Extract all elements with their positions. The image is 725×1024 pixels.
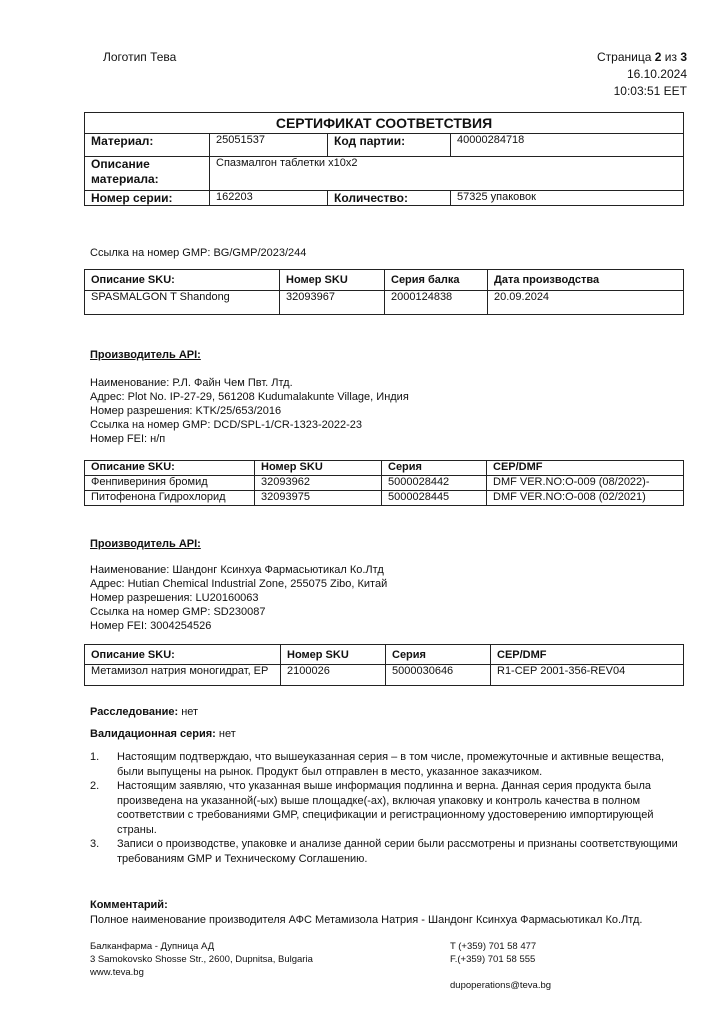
api2-line: Ссылка на номер GMP: SD230087	[90, 606, 266, 618]
table-cell: 5000028442	[382, 476, 487, 491]
api2-line: Наименование: Шандонг Ксинхуа Фармасьютикал Ко.Лтд	[90, 564, 384, 576]
table-header: Серия балка	[385, 270, 488, 291]
table-cell: 5000030646	[386, 665, 491, 686]
api1-line: Ссылка на номер GMP: DCD/SPL-1/CR-1323-2022-23	[90, 419, 363, 431]
table-header: Номер SKU	[255, 461, 382, 476]
material-label: Материал:	[85, 134, 210, 157]
gmp-reference: Ссылка на номер GMP: BG/GMP/2023/244	[90, 247, 307, 259]
table-header: Описание SKU:	[85, 270, 280, 291]
header-date: 16.10.2024	[626, 67, 687, 81]
table-cell: 32093975	[255, 491, 382, 506]
statements-list	[90, 750, 690, 866]
api1-heading: Производитель API:	[90, 349, 201, 361]
footer-left	[90, 940, 313, 979]
footer-web[interactable]: www.teva.bg	[90, 967, 144, 978]
page-indicator: Страница 2 из 3	[597, 50, 687, 64]
footer-address: 3 Samokovsko Shosse Str., 2600, Dupnitsa, Bulgaria	[90, 954, 313, 965]
table-header: Описание SKU:	[85, 461, 255, 476]
footer-email[interactable]: dupoperations@teva.bg	[450, 980, 552, 991]
table-header: Номер SKU	[281, 645, 386, 665]
table-header: CEP/DMF	[491, 645, 684, 665]
table-cell: Метамизол натрия моногидрат, ЕР	[85, 665, 281, 686]
api2-table	[84, 644, 684, 686]
certificate-table	[84, 112, 684, 206]
table-cell: 5000028445	[382, 491, 487, 506]
table-cell: SPASMALGON T Shandong	[85, 291, 280, 315]
footer-right	[450, 940, 536, 966]
list-item: 3. Записи о производстве, упаковке и анализе данной серии были рассмотрены и признаны соответствующими требованиям GMP и Техническому Соглашению.	[90, 838, 678, 865]
list-item: 1. Настоящим подтверждаю, что вышеуказанная серия – в том числе, промежуточные и активные вещества, были выпущены на рынок. Продукт был отправлен в место, указанное заказчиком.	[90, 751, 665, 778]
api2-line: Номер FEI: 3004254526	[90, 620, 212, 632]
list-item: 2. Настоящим заявляю, что указанная выше информация подлинна и верна. Данная серия продукта была произведена на указанной(-ых) выше площадке(-ах), включая упаковку и контроль качества в полном соответствии с требованиями GMP, спецификации и регистрационному удостоверению импортирующей страны.	[90, 780, 654, 836]
table-cell: 20.09.2024	[488, 291, 684, 315]
description-value: Спазмалгон таблетки х10х2	[210, 157, 684, 191]
table-cell: 2000124838	[385, 291, 488, 315]
investigation-line: Расследование: нет	[90, 706, 199, 718]
table-cell: 32093962	[255, 476, 382, 491]
header-time: 10:03:51 EET	[613, 84, 687, 98]
table-cell: 32093967	[280, 291, 385, 315]
api1-line: Наименование: Р.Л. Файн Чем Пвт. Лтд.	[90, 377, 293, 389]
footer-company: Балканфарма - Дупница АД	[90, 941, 215, 952]
table-cell: Фенпивериния бромид	[85, 476, 255, 491]
table-header: Серия	[386, 645, 491, 665]
series-value: 162203	[210, 191, 328, 206]
api1-line: Номер FEI: н/п	[90, 433, 166, 445]
certificate-title: СЕРТИФИКАТ СООТВЕТСТВИЯ	[85, 113, 684, 134]
sku-table	[84, 269, 684, 315]
batch-value: 40000284718	[451, 134, 684, 157]
footer-phone: T (+359) 701 58 477	[450, 941, 537, 952]
comment-label: Комментарий:	[90, 899, 168, 911]
table-cell: Питофенона Гидрохлорид	[85, 491, 255, 506]
batch-label: Код партии:	[328, 134, 451, 157]
table-header: Дата производства	[488, 270, 684, 291]
description-label: Описание материала:	[85, 157, 210, 191]
table-header: Описание SKU:	[85, 645, 281, 665]
api1-line: Адрес: Plot No. IP-27-29, 561208 Kudumalakunte Village, Индия	[90, 391, 409, 403]
api2-line: Номер разрешения: LU20160063	[90, 592, 259, 604]
table-cell: R1-CEP 2001-356-REV04	[491, 665, 684, 686]
quantity-label: Количество:	[328, 191, 451, 206]
validation-line: Валидационная серия: нет	[90, 728, 236, 740]
table-header: Серия	[382, 461, 487, 476]
series-label: Номер серии:	[85, 191, 210, 206]
comment-text: Полное наименование производителя АФС Метамизола Натрия - Шандонг Ксинхуа Фармасьютикал Ко.Лтд.	[90, 914, 643, 926]
quantity-value: 57325 упаковок	[451, 191, 684, 206]
api1-table	[84, 460, 684, 506]
logo-placeholder: Логотип Тева	[103, 50, 177, 64]
table-cell: DMF VER.NO:O-009 (08/2022)-	[487, 476, 684, 491]
table-header: Номер SKU	[280, 270, 385, 291]
table-header: CEP/DMF	[487, 461, 684, 476]
material-value: 25051537	[210, 134, 328, 157]
api2-heading: Производитель API:	[90, 538, 201, 550]
table-cell: 2100026	[281, 665, 386, 686]
table-cell: DMF VER.NO:O-008 (02/2021)	[487, 491, 684, 506]
api1-line: Номер разрешения: KTK/25/653/2016	[90, 405, 282, 417]
api2-line: Адрес: Hutian Chemical Industrial Zone, 255075 Zibo, Китай	[90, 578, 388, 590]
api2-details	[90, 563, 387, 633]
api1-details	[90, 376, 409, 446]
footer-fax: F.(+359) 701 58 555	[450, 954, 536, 965]
